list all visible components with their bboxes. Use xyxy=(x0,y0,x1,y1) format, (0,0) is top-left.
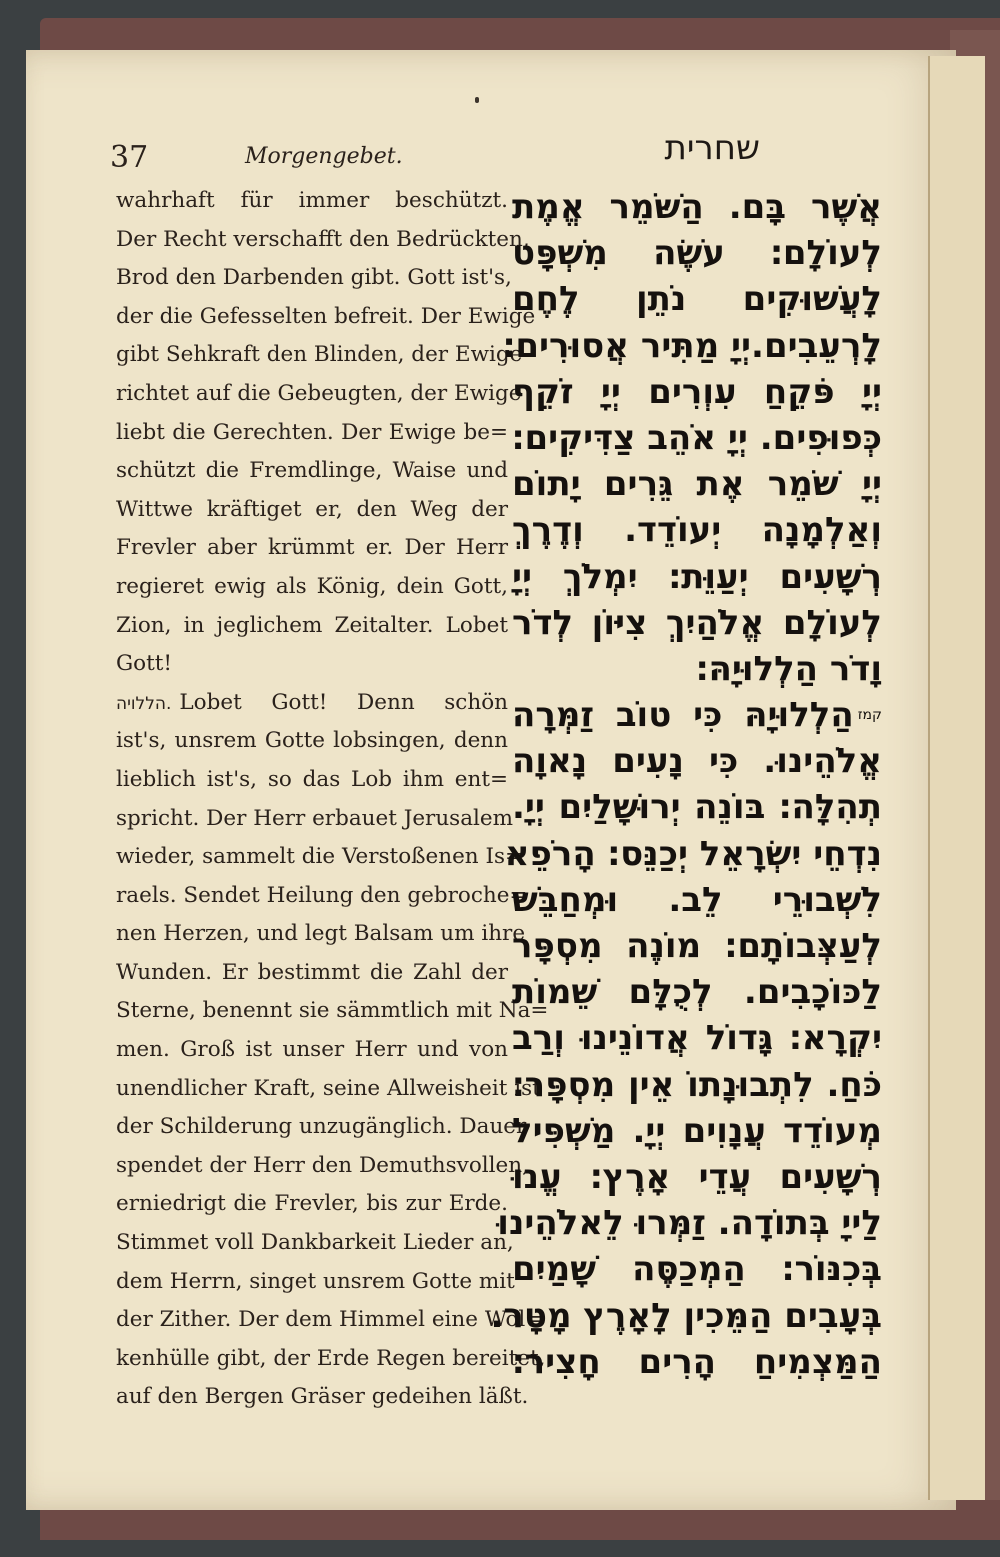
page-number: 37 xyxy=(110,140,149,175)
german-line: Gott! xyxy=(116,651,173,677)
german-line: Brod den Darbenden gibt. Gott ist's, xyxy=(116,265,512,291)
german-line: spricht. Der Herr erbauet Jerusalem xyxy=(116,805,514,831)
hebrew-line: לְעוֹלָם׃ עֹשֶׂה מִשְׁפָּט xyxy=(512,233,882,274)
hebrew-line: לַכּוֹכָבִים. לְכֻלָּם שֵׁמוֹת xyxy=(512,972,882,1013)
hebrew-line: בְּכִנּוֹר׃ הַמְכַסֶּה שָׁמַיִם xyxy=(512,1249,882,1290)
german-line: Zion, in jeglichem Zeitalter. Lobet xyxy=(116,612,508,638)
german-line: spendet der Herr den Demuthsvollen, xyxy=(116,1152,529,1178)
running-head-german: Morgengebet. xyxy=(245,144,403,169)
hebrew-line: וָדֹר הַלְלוּיָהּ׃ xyxy=(695,648,882,689)
german-line: men. Groß ist unser Herr und von xyxy=(116,1037,508,1063)
german-line: dem Herrn, singet unsrem Gotte mit xyxy=(116,1268,515,1294)
german-line: der Schilderung unzugänglich. Dauer xyxy=(116,1114,527,1140)
german-line: Wunden. Er bestimmt die Zahl der xyxy=(116,959,508,985)
hebrew-line: לַייָ בְּתוֹדָה. זַמְּרוּ לֵאלֹהֵינוּ xyxy=(497,1203,882,1244)
german-line: der die Gefesselten befreit. Der Ewige xyxy=(116,303,536,329)
hebrew-line: נִדְחֵי יִשְׂרָאֵל יְכַנֵּס׃ הָרֹפֵא xyxy=(504,833,882,874)
hebrew-line: וְאַלְמָנָה יְעוֹדֵד. וְדֶרֶךְ xyxy=(512,510,882,551)
german-line: raels. Sendet Heilung den gebroche= xyxy=(116,882,528,908)
hebrew-line: יִקְרָא׃ גָּדוֹל אֲדוֹנֵינוּ וְרַב xyxy=(512,1018,882,1059)
hebrew-line: רְשָׁעִים עֲדֵי אָרֶץ׃ עֱנוּ xyxy=(512,1156,882,1197)
hebrew-line: אֲשֶׁר בָּם. הַשֹּׁמֵר אֱמֶת xyxy=(512,187,882,227)
german-line: nen Herzen, und legt Balsam um ihre xyxy=(116,921,526,947)
german-line: Stimmet voll Dankbarkeit Lieder an, xyxy=(116,1230,514,1256)
hebrew-line-text: הַלְלוּיָהּ כִּי טוֹב זַמְּרָה xyxy=(512,695,854,736)
hebrew-line: תְהִלָּה׃ בּוֹנֵה יְרוּשָׁלַיִם יְיָ. xyxy=(512,787,882,828)
hebrew-line: הַמַּצְמִיחַ הָרִים חָצִיר׃ xyxy=(512,1341,882,1382)
ink-speck xyxy=(475,97,479,103)
hebrew-line-with-margin-note xyxy=(512,692,882,738)
german-line: liebt die Gerechten. Der Ewige be= xyxy=(116,419,508,445)
running-head-hebrew: שחרית xyxy=(664,128,760,168)
hebrew-line: יְיָ שֹׁמֵר אֶת גֵּרִים יָתוֹם xyxy=(512,464,882,505)
hebrew-text-column xyxy=(490,184,882,1385)
german-line-text: Lobet Gott! Denn schön xyxy=(179,689,508,715)
next-page-edge xyxy=(928,56,985,1500)
hebrew-line: לָרְעֵבִים.יְיָ מַתִּיר אֲסוּרִים׃ xyxy=(502,325,882,366)
german-line: der Zither. Der dem Himmel eine Wol= xyxy=(116,1307,544,1333)
german-line: Sterne, benennt sie sämmtlich mit Na= xyxy=(116,998,549,1024)
german-line: ist's, unsrem Gotte lobsingen, denn xyxy=(116,728,508,754)
german-line: lieblich ist's, so das Lob ihm ent= xyxy=(116,766,508,792)
german-line: schützt die Fremdlinge, Waise und xyxy=(116,458,508,484)
hebrew-line: לִשְׁבוּרֵי לֵב. וּמְחַבֵּשׁ xyxy=(512,879,882,920)
hebrew-line: רְשָׁעִים יְעַוֵּת׃ יִמְלֹךְ יְיָ xyxy=(512,556,882,597)
hebrew-line: כֹּחַ. לִתְבוּנָתוֹ אֵין מִסְפָּר׃ xyxy=(512,1064,882,1105)
german-line: regieret ewig als König, dein Gott, xyxy=(116,573,508,599)
hebrew-line: לָעֲשׁוּקִים נֹתֵן לֶחֶם xyxy=(512,279,882,320)
hebrew-line: לְעַצְּבוֹתָם׃ מוֹנֶה מִסְפָּר xyxy=(512,926,882,966)
german-line: auf den Bergen Gräser gedeihen läßt. xyxy=(116,1384,529,1410)
german-line: Frevler aber krümmt er. Der Herr xyxy=(116,535,508,561)
hebrew-line: בְּעָבִים הַמֵּכִין לָאָרֶץ מָטָר. xyxy=(490,1295,882,1336)
german-line: kenhülle gibt, der Erde Regen bereitet, xyxy=(116,1345,546,1371)
german-line: Der Recht verschafft den Bedrückten, xyxy=(116,226,530,252)
german-line: erniedrigt die Frevler, bis zur Erde. xyxy=(116,1191,508,1217)
german-line: gibt Sehkraft den Blinden, der Ewige xyxy=(116,342,523,368)
german-line: Wittwe kräftiget er, den Weg der xyxy=(116,496,508,522)
german-translation-column xyxy=(116,182,549,1417)
hebrew-line: אֱלֹהֵינוּ. כִּי נָעִים נָאוָה xyxy=(512,741,882,782)
german-line: wahrhaft für immer beschützt. xyxy=(116,188,508,213)
german-line: unendlicher Kraft, seine Allweisheit ist xyxy=(116,1075,541,1101)
hebrew-line: יְיָ פֹּקֵחַ עִוְרִים יְיָ זֹקֵף xyxy=(512,371,882,412)
german-line: wieder, sammelt die Verstoßenen Is= xyxy=(116,844,524,870)
hebrew-line: כְּפוּפִים. יְיָ אֹהֵב צַדִּיקִים׃ xyxy=(511,417,882,458)
german-line-with-hebrew xyxy=(116,684,508,723)
hebrew-line: מְעוֹדֵד עֲנָוִים יְיָ. מַשְׁפִּיל xyxy=(512,1110,882,1151)
german-line: richtet auf die Gebeugten, der Ewige xyxy=(116,380,522,406)
inline-hebrew-halleluyah: הללויה. xyxy=(116,693,172,714)
hebrew-line: לְעוֹלָם אֱלֹהַיִךְ צִיּוֹן לְדֹר xyxy=(512,602,882,643)
psalm-number-note: קמז xyxy=(857,707,882,724)
